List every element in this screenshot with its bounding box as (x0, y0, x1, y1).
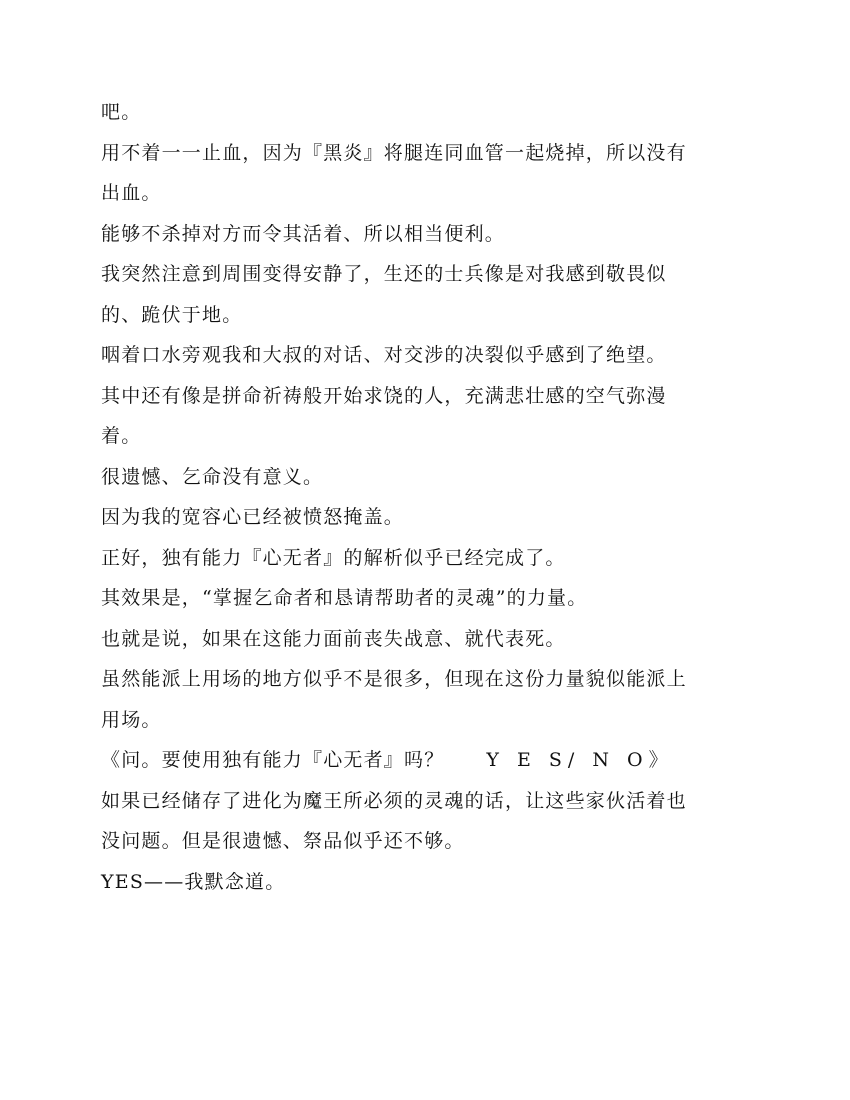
text-line: 的、跪伏于地。 (101, 303, 243, 326)
text-line: YES——我默念道。 (101, 870, 286, 893)
text-line: 用不着一一止血，因为『黑炎』将腿连同血管一起烧掉，所以没有 (101, 141, 687, 164)
system-prompt-line (101, 740, 721, 781)
system-options: Y E S/ N O》 (486, 749, 674, 771)
text-line: 如果已经储存了进化为魔王所必须的灵魂的话，让这些家伙活着也 (101, 789, 687, 812)
text-line: 也就是说，如果在这能力面前丧失战意、就代表死。 (101, 627, 566, 650)
text-line: 能够不杀掉对方而令其活着、所以相当便利。 (101, 222, 506, 245)
text-line: 咽着口水旁观我和大叔的对话、对交涉的决裂似乎感到了绝望。 (101, 344, 667, 366)
text-line: 着。 (101, 425, 142, 447)
text-line: 吧。 (101, 101, 142, 123)
text-line: 其中还有像是拼命祈祷般开始求饶的人，充满悲壮感的空气弥漫 (101, 384, 667, 407)
text-line: 正好，独有能力『心无者』的解析似乎已经完成了。 (101, 546, 566, 569)
text-line: 用场。 (101, 708, 162, 731)
text-line: 虽然能派上用场的地方似乎不是很多，但现在这份力量貌似能派上 (101, 668, 687, 690)
text-line: 我突然注意到周围变得安静了，生还的士兵像是对我感到敬畏似 (101, 263, 667, 285)
text-line: 出血。 (101, 182, 162, 204)
text-line: 其效果是，“掌握乞命者和恳请帮助者的灵魂”的力量。 (101, 587, 588, 609)
system-question: 《问。要使用独有能力『心无者』吗？ (101, 749, 445, 771)
text-line: 很遗憾、乞命没有意义。 (101, 465, 324, 488)
text-line: 因为我的宽容心已经被愤怒掩盖。 (101, 506, 405, 528)
text-line: 没问题。但是很遗憾、祭品似乎还不够。 (101, 830, 465, 852)
novel-text-body (101, 92, 721, 902)
